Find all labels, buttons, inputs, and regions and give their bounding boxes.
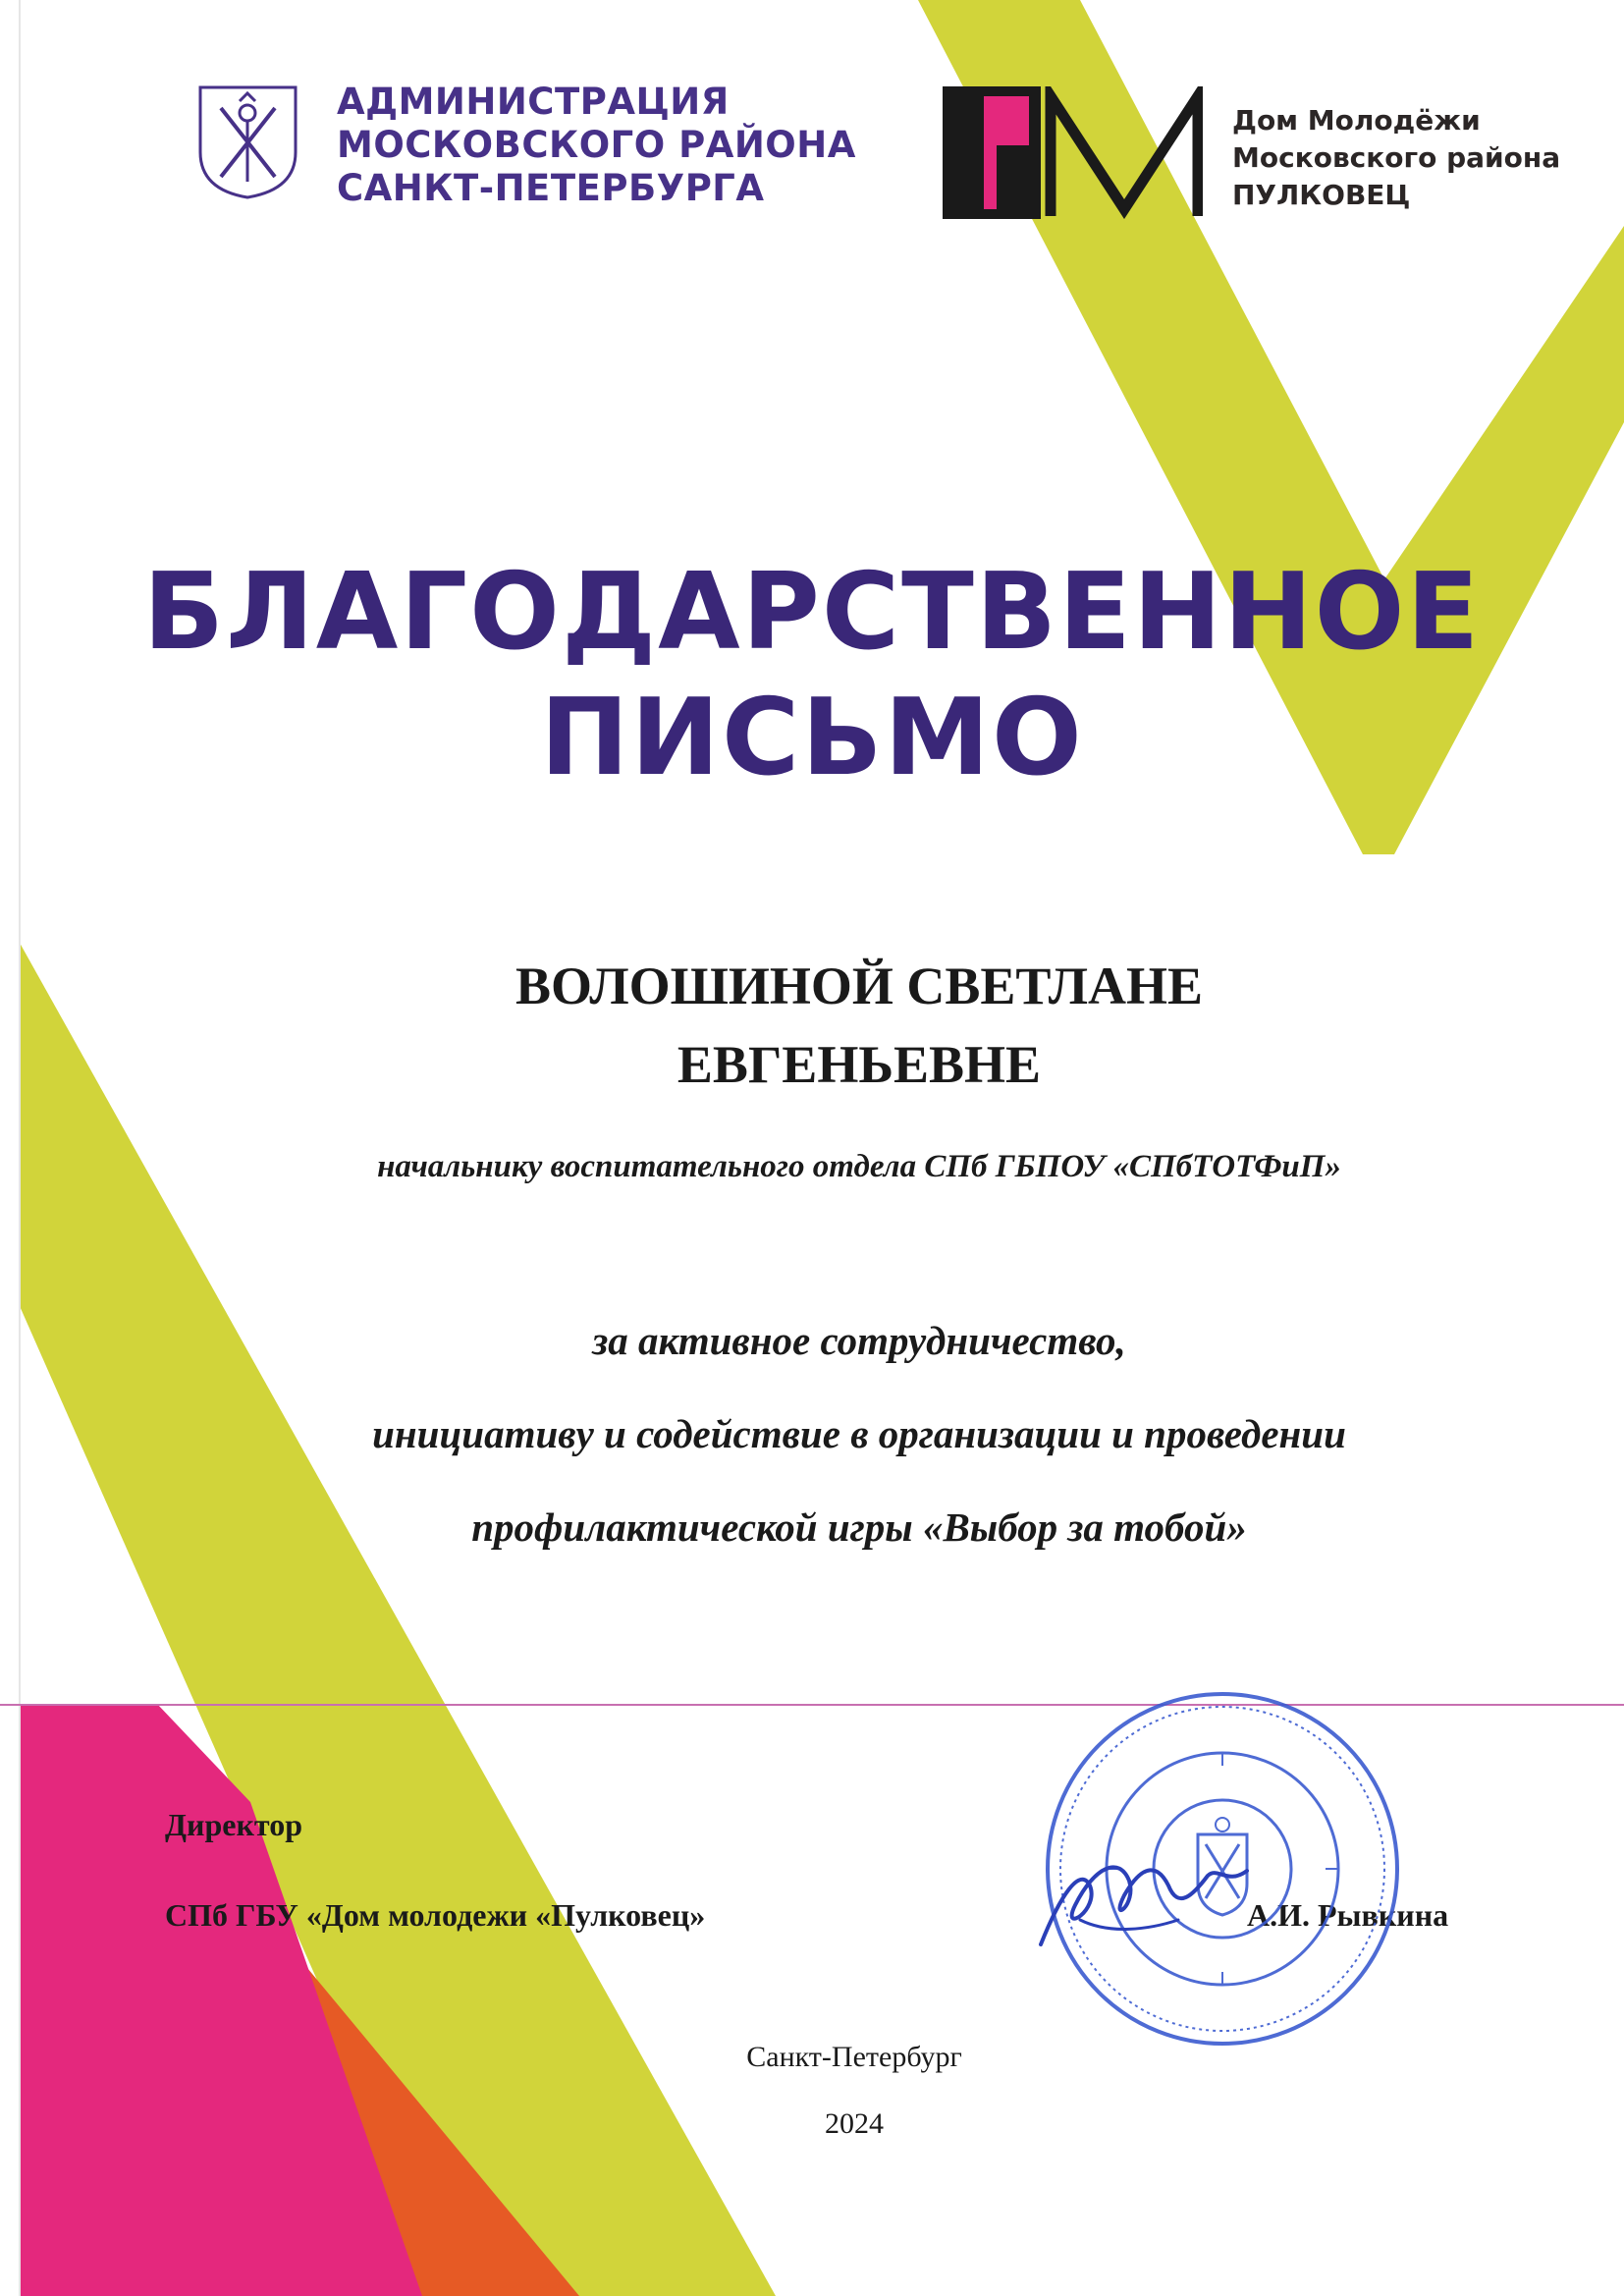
admin-line-1: АДМИНИСТРАЦИЯ xyxy=(337,81,730,123)
gratitude-reason xyxy=(0,1294,1624,1574)
coat-of-arms-icon xyxy=(196,83,299,201)
footer-year: 2024 xyxy=(825,2107,884,2140)
signer-organization: СПб ГБУ «Дом молодежи «Пулковец» xyxy=(165,1897,706,1933)
signer-role: Директор xyxy=(165,1807,302,1842)
dm-line-3: ПУЛКОВЕЦ xyxy=(1232,179,1411,211)
dm-line-1: Дом Молодёжи xyxy=(1232,104,1481,137)
title-line-2: ПИСЬМО xyxy=(540,677,1084,799)
document-title xyxy=(0,550,1624,801)
handwritten-signature xyxy=(1021,1827,1276,1974)
admin-line-2: МОСКОВСКОГО РАЙОНА xyxy=(337,124,856,166)
dom-molodezhi-name xyxy=(1232,102,1605,214)
reason-line-1: за активное сотрудничество, xyxy=(592,1318,1126,1363)
signer-name: А.И. Рывкина xyxy=(1247,1897,1449,1933)
dom-molodezhi-logo xyxy=(943,86,1203,219)
admin-name-block xyxy=(337,81,887,210)
recipient-line-2: ЕВГЕНЬЕВНЕ xyxy=(677,1035,1042,1094)
recipient-line-1: ВОЛОШИНОЙ СВЕТЛАНЕ xyxy=(515,957,1203,1015)
admin-line-3: САНКТ-ПЕТЕРБУРГА xyxy=(337,167,765,209)
reason-line-3: профилактической игры «Выбор за тобой» xyxy=(471,1504,1247,1550)
reason-line-2: инициативу и содействие в организации и проведении xyxy=(372,1411,1346,1456)
recipient-position: начальнику воспитательного отдела СПб ГБПОУ «СПбТОТФиП» xyxy=(377,1149,1341,1184)
footer-city: Санкт-Петербург xyxy=(746,2041,962,2073)
recipient-name xyxy=(0,947,1624,1104)
title-line-1: БЛАГОДАРСТВЕННОЕ xyxy=(142,551,1482,674)
dm-line-2: Московского района xyxy=(1232,141,1561,174)
